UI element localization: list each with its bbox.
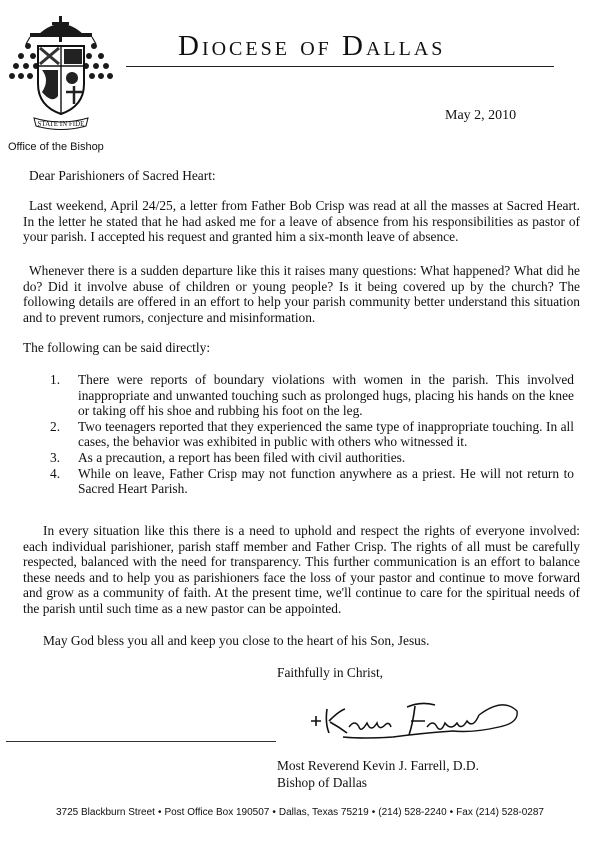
letter-date: May 2, 2010 xyxy=(445,108,517,123)
footer-city: Dallas, Texas 75219 xyxy=(278,807,369,818)
body-paragraph: Whenever there is a sudden departure like this it raises many questions: What happened? What did he do? Did it involve abuse of children or young people? Is it being covered up by the church? The following details are offered in an effort to help your parish community better understand this situation and to prevent rumors, conjecture and misinformation. xyxy=(23,263,580,325)
footer-phone: (214) 528-2240 xyxy=(378,807,447,818)
footer-fax: Fax (214) 528-0287 xyxy=(456,807,544,818)
list-item-text: As a precaution, a report has been filed with civil authorities. xyxy=(78,449,406,465)
salutation: Dear Parishioners of Sacred Heart: xyxy=(29,168,216,183)
office-of-bishop-label: Office of the Bishop xyxy=(8,141,104,153)
diocese-crest-logo xyxy=(6,12,116,134)
handwritten-signature xyxy=(303,693,523,749)
list-item xyxy=(50,372,574,419)
footer-separator: • xyxy=(371,807,376,818)
footer-separator: • xyxy=(157,807,162,818)
numbered-list xyxy=(50,372,574,497)
body-paragraph: Last weekend, April 24/25, a letter from Father Bob Crisp was read at all the masses at Sacred Heart. In the letter he stated that he had asked me for a leave of absence from his responsibilities as pastor of your parish. I accepted his request and granted him a six-month leave of absence. xyxy=(23,198,580,245)
body-paragraph: The following can be said directly: xyxy=(23,340,211,355)
letterhead-title: Diocese of Dallas xyxy=(178,30,446,62)
blessing-paragraph: May God bless you all and keep you close to the heart of his Son, Jesus. xyxy=(43,633,430,648)
footer-street: 3725 Blackburn Street xyxy=(55,807,155,818)
list-item xyxy=(50,466,574,497)
header-rule xyxy=(126,66,554,67)
signer-title: Bishop of Dallas xyxy=(277,775,368,790)
list-item xyxy=(50,450,574,466)
footer-separator: • xyxy=(449,807,454,818)
closing-line: Faithfully in Christ, xyxy=(277,665,384,680)
list-item xyxy=(50,419,574,450)
footer-address xyxy=(0,807,600,818)
list-item-number: 1. xyxy=(50,372,61,387)
list-item-text: Two teenagers reported that they experienced the same type of inappropriate touching. In all cases, the behavior was exhibited in public with others who witnessed it. xyxy=(78,418,574,450)
list-item-text: While on leave, Father Crisp may not function anywhere as a priest. He will not return to Sacred Heart Parish. xyxy=(78,465,574,497)
list-item-text: There were reports of boundary violations with women in the parish. This involved inappropriate and unwanted touching such as prolonged hugs, placing his hands on the knee or taking off his shoe and rubbing his foot on the leg. xyxy=(78,372,574,419)
crest-motto: STATE IN FIDE xyxy=(37,120,85,128)
signature-rule xyxy=(6,741,276,742)
list-item-number: 4. xyxy=(50,465,61,481)
signer-name: Most Reverend Kevin J. Farrell, D.D. xyxy=(277,758,479,773)
body-paragraph: In every situation like this there is a need to uphold and respect the rights of everyone involved: each individual parishioner, parish staff member and Father Crisp. The rights of all must be carefully respected, balanced with the need for transparency. This further communication is an effort to balance these needs and to help you as parishioners face the loss of your pastor and continue to move forward and grow as a community of faith. At the present time, we'll continue to care for the spiritual needs of the parish until such time as a new pastor can be appointed. xyxy=(23,523,580,616)
footer-separator: • xyxy=(272,807,276,818)
list-item-number: 2. xyxy=(50,418,61,434)
list-item-number: 3. xyxy=(50,449,61,465)
footer-po-box: Post Office Box 190507 xyxy=(164,807,270,818)
